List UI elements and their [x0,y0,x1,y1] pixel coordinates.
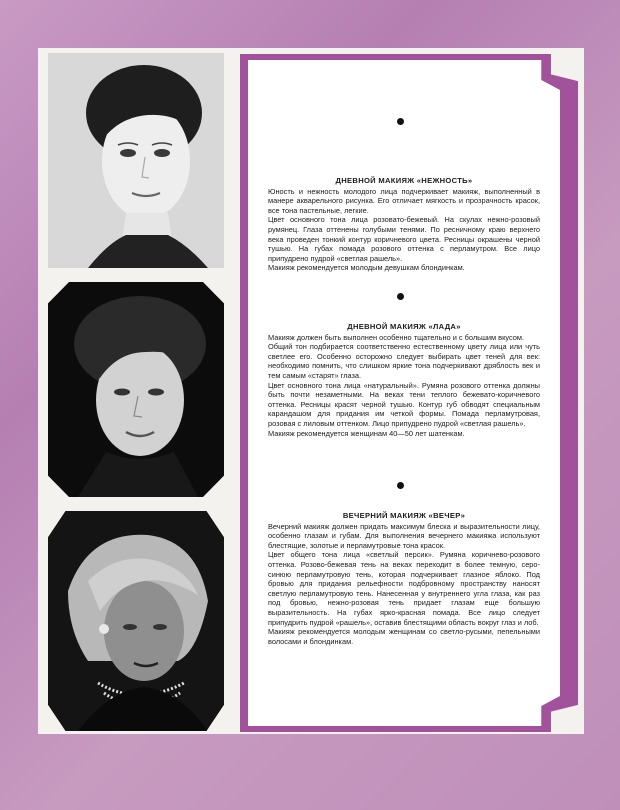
section-paragraph: Макияж рекомендуется молодым девушкам блондинкам. [268,263,465,273]
section-paragraph: Макияж должен быть выполнен особенно тщательно и с большим вкусом. [268,332,525,342]
section-lada [268,322,540,438]
photo-makeup-lada [48,282,224,497]
section-paragraph: Макияж рекомендуется женщинам 40—50 лет шатенкам. [268,428,465,438]
section-title: ВЕЧЕРНИЙ МАКИЯЖ «ВЕЧЕР» [342,511,466,520]
portrait-3-illustration [48,511,224,731]
section-paragraph: Юность и нежность молодого лица подчеркивает макияж, выполненный в манере акварельного рисунка. Его отличает мягкость и прозрачность красок, все тона пастельные, легкие. [268,186,540,215]
section-dot-1 [397,118,404,125]
section-paragraph: Макияж рекомендуется молодым женщинам со светло-русыми, пепельными волосами и блондинкам. [268,627,540,646]
section-title: ДНЕВНОЙ МАКИЯЖ «НЕЖНОСТЬ» [335,176,473,185]
photo-column [40,53,232,733]
section-title: ДНЕВНОЙ МАКИЯЖ «ЛАДА» [347,322,461,331]
photo-makeup-vecher [48,511,224,731]
section-paragraph: Цвет общего тона лица «светлый персик». Румяна коричнево-розового оттенка. Розово-бежевая тень на веках переходит в более темную, серо-синюю перламутровую тень, которая подчеркивает глазное яблоко. Под бровью для придания рельефности подбровному пространству наносят светлую перламутровую тень. Нанесенная у внутреннего угла глаза, как раз под бровью, нежно-розовая тень придает глазам еще большую выразительность. На губах ярко-красная помада. Все лицо следует припудрить пудрой «рашель», оставив блестящими область вокруг глаз и лоб. [268,550,540,627]
section-paragraph: Цвет основного тона лица «натуральный». Румяна розового оттенка должны быть почти незаметными. На веках тени теплого бежевато-коричневого оттенка. Ресницы красят черной тушью. Контур губ обводят специальным карандашом для придания им четкой формы. Помада перламутровая, розовая с лиловым оттенком. Лицо припудрено пудрой «светлая рашель». [268,380,540,428]
section-paragraph: Вечерний макияж должен придать максимум блеска и выразительности лицу, особенно глазам и губам. Для выполнения вечернего макияжа используют блестящие, золотые и перламутровые тона красок. [268,521,540,550]
section-vecher [268,511,540,646]
section-paragraph: Общий тон подбирается соответственно естественному цвету лица или чуть светлее его. Особенно осторожно следует выбирать цвет теней для век: необходимо помнить, что слишком яркие тона подчеркивают дряблость век и тем самым «старят» глаза. [268,342,540,380]
section-dot-3 [397,482,404,489]
section-dot-2 [397,293,404,300]
section-nezhnost [268,176,540,273]
portrait-1-illustration [48,53,224,268]
portrait-2-illustration [48,282,224,497]
photo-makeup-nezhnost [48,53,224,268]
section-paragraph: Цвет основного тона лица розовато-бежевый. На скулах нежно-розовый румянец. Глаза оттенены голубыми тенями. По ресничному краю верхнего века проведен тонкий контур коричневого цвета. Ресницы окрашены черной тушью. На губах помада розового оттенка с перламутром. Все лицо припудрено пудрой «светлая рашель». [268,215,540,263]
